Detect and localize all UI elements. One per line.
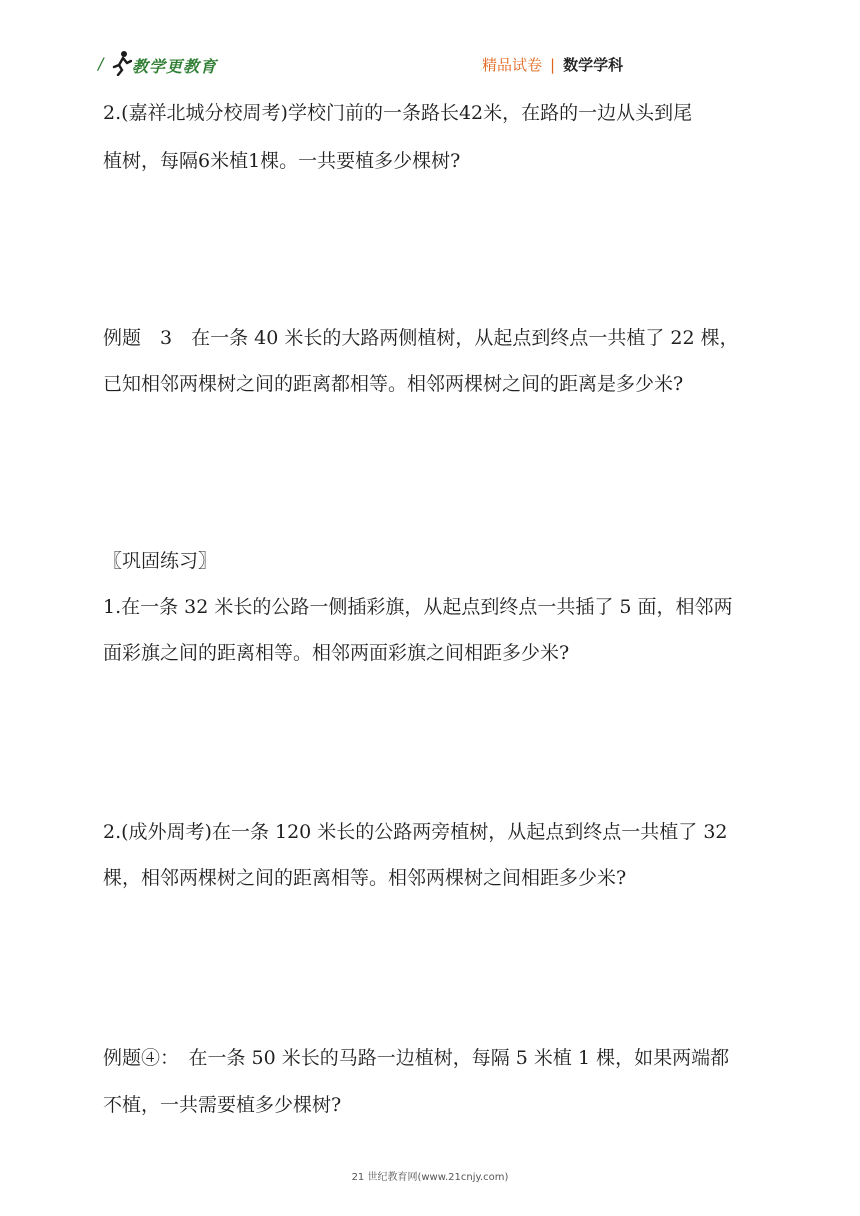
logo-text: 教学更教育 bbox=[132, 57, 218, 76]
practice-2-line-2: 棵，相邻两棵树之间的距离相等。相邻两棵树之间相距多少米? bbox=[103, 867, 627, 889]
practice-2-line-1: 2.(成外周考)在一条 120 米长的公路两旁植树，从起点到终点一共植了 32 bbox=[103, 821, 728, 843]
premium-exam-label: 精品试卷 bbox=[482, 56, 543, 74]
example-4-line-1: 例题④： 在一条 50 米长的马路一边植树，每隔 5 米植 1 棵，如果两端都 bbox=[103, 1047, 730, 1069]
runner-icon bbox=[112, 50, 132, 76]
example-4-line-2: 不植，一共需要植多少棵树? bbox=[103, 1094, 342, 1116]
practice-1-line-1: 1.在一条 32 米长的公路一侧插彩旗，从起点到终点一共插了 5 面，相邻两 bbox=[103, 596, 733, 618]
practice-heading: 〖巩固练习〗 bbox=[103, 550, 218, 572]
page-footer: 21 世纪教育网(www.21cnjy.com) bbox=[351, 1172, 509, 1183]
problem-2-line-1: 2.(嘉祥北城分校周考)学校门前的一条路长42米，在路的一边从头到尾 bbox=[103, 102, 693, 124]
logo-slash-mark: / bbox=[98, 54, 104, 73]
problem-2-line-2: 植树，每隔6米植1棵。一共要植多少棵树? bbox=[103, 150, 461, 172]
header-subject-label bbox=[482, 54, 623, 75]
practice-1-line-2: 面彩旗之间的距离相等。相邻两面彩旗之间相距多少米? bbox=[103, 642, 570, 664]
page-header bbox=[0, 0, 860, 90]
subject-label: 数学学科 bbox=[563, 56, 624, 74]
example-3-line-1: 例题 3 在一条 40 米长的大路两侧植树，从起点到终点一共植了 22 棵， bbox=[103, 327, 739, 349]
example-3-line-2: 已知相邻两棵树之间的距离都相等。相邻两棵树之间的距离是多少米? bbox=[103, 373, 684, 395]
header-separator: | bbox=[550, 56, 556, 74]
logo bbox=[98, 50, 218, 80]
